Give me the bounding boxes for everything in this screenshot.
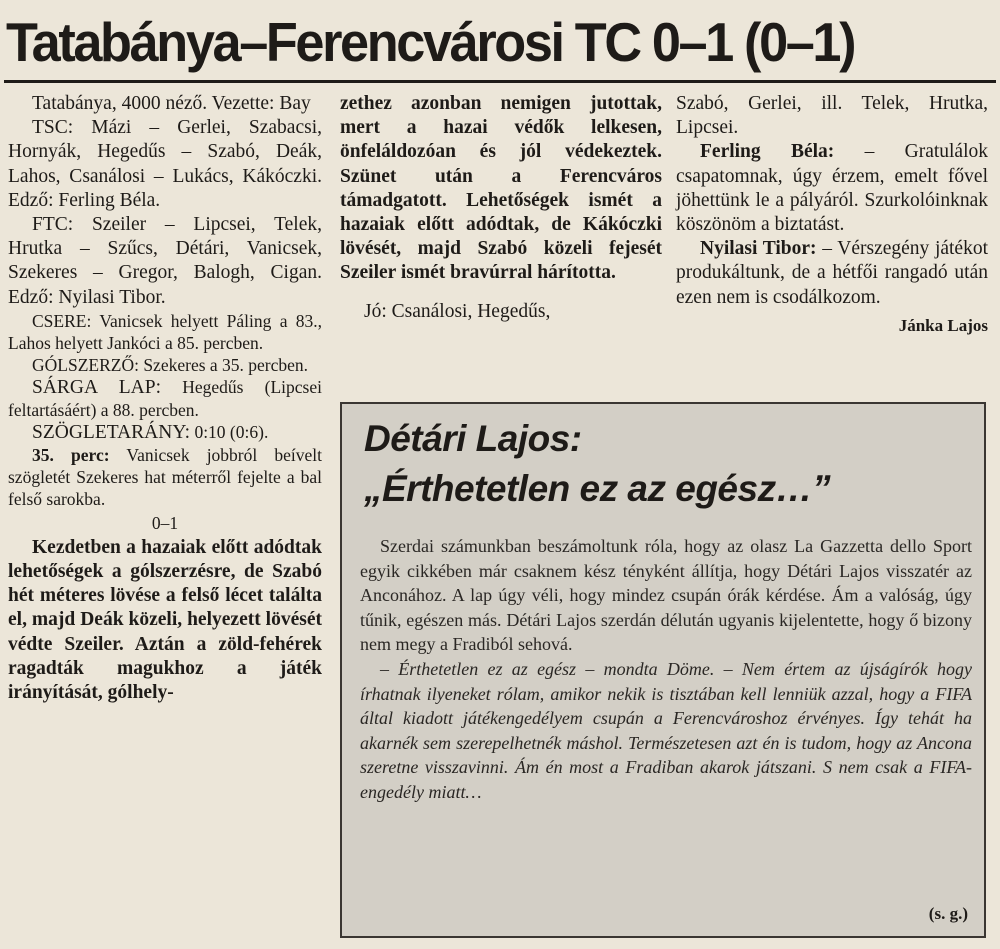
box-title: [364, 414, 974, 514]
golszerzo-text: Szekeres a 35. percben.: [143, 354, 309, 375]
box-paragraph-2: – Érthetetlen ez az egész – mondta Döme. – Nem értem az újságírók hogy írhatnak ilyeneket rólam, amikor nekik is tisztában kell lenniük azzal, hogy a FIFA által kiadott játékengedélyem csupán a Ferencvároshoz érvényes. Így tehát ha akarnék sem szerepelhetnék máshol. Természetesen azt én is tudom, hogy az Ancona szeretne visszavinni. Ám én most a Fradiban akarok játszani. S nem csak a FIFA-engedély miatt…: [360, 658, 972, 802]
box-title-line1: Détári Lajos:: [364, 418, 582, 459]
match-report-continued: zethez azonban nemigen jutottak, mert a hazai védők lelkesen, önfeláldozóan és jól védekeztek. Szünet után a Ferencváros támadgatott. Lehetőségek ismét a hazaiak előtt adódtak, de Kákóczki lövését, majd Szabó közeli fejesét Szeiler ismét bravúrral hárította.: [340, 93, 662, 284]
sarga-label: SÁRGA LAP:: [32, 376, 161, 398]
substitutions: [8, 310, 322, 354]
csere-text: Vanicsek helyett Páling a 83., Lahos helyett Jankóci a 85. percben.: [8, 310, 322, 353]
best-players: Jó: Csanálosi, Hegedűs,: [364, 300, 551, 322]
ferling-label: Ferling Béla:: [700, 141, 835, 163]
spacer: [340, 286, 662, 300]
box-title-line2: „Érthetetlen ez az egész…”: [364, 468, 831, 509]
box-body: [360, 534, 972, 805]
golszerzo-label: GÓLSZERZŐ:: [32, 354, 139, 375]
nyilasi-text: – Vérszegény játékot produkáltunk, de a hétfői rangadó után ezen nem is csodálkozom.: [676, 238, 989, 308]
minute-35: [8, 444, 322, 510]
column-1: [8, 92, 322, 705]
headline-rule: [4, 80, 996, 83]
sarga-text: Hegedűs (Lipcsei feltartásáért) a 88. percben.: [8, 376, 323, 420]
szoglet-text: 0:10 (0:6).: [194, 421, 269, 442]
box-signature: (s. g.): [928, 904, 968, 923]
ferling-text: – Gratulálok csapatomnak, úgy érzem, emelt fővel jöhettünk le a pályáról. Szurkolóinknak köszönöm a biztatást.: [676, 141, 989, 236]
csere-label: CSERE:: [32, 310, 92, 331]
venue-paragraph: Tatabánya, 4000 néző. Vezette: Bay: [32, 93, 311, 114]
goalscorer: [8, 354, 322, 376]
ferling-quote: [676, 140, 988, 237]
nyilasi-quote: [676, 237, 988, 310]
ftc-lineup: FTC: Szeiler – Lipcsei, Telek, Hrutka – Szűcs, Détári, Vanicsek, Szekeres – Gregor, Balogh, Cigan. Edző: Nyilasi Tibor.: [8, 214, 322, 308]
nyilasi-label: Nyilasi Tibor:: [700, 238, 817, 260]
score-subhead: 0–1: [151, 512, 179, 533]
author-signature: Jánka Lajos: [898, 315, 988, 335]
column-3: [676, 92, 988, 338]
tsc-lineup: TSC: Mázi – Gerlei, Szabacsi, Hornyák, Hegedűs – Szabó, Deák, Lahos, Csanálosi – Lukács, Kákóczki. Edző: Ferling Béla.: [8, 117, 322, 211]
detari-sidebar-box: [340, 402, 986, 938]
perc-text: Vanicsek jobbról beívelt szögletét Szekeres hat méterről fejelte a bal felső sarokba.: [8, 444, 323, 509]
match-report-start: Kezdetben a hazaiak előtt adódtak lehetőségek a gólszerzésre, de Szabó hét méteres lövése a felső lécet találta el, majd Deák közeli, helyezett lövését védte Szeiler. Aztán a zöld-fehérek ragadták magukhoz a játék irányítását, gólhely-: [8, 536, 322, 704]
szoglet-label: SZÖGLETARÁNY:: [32, 421, 191, 443]
perc-label: 35. perc:: [32, 444, 110, 465]
headline: Tatabánya–Ferencvárosi TC 0–1 (0–1): [6, 11, 855, 73]
best-players-continued: Szabó, Gerlei, ill. Telek, Hrutka, Lipcsei.: [676, 93, 988, 139]
yellow-card: [8, 376, 322, 421]
column-2: [340, 92, 662, 324]
corner-ratio: [8, 421, 322, 444]
box-paragraph-1: Szerdai számunkban beszámoltunk róla, hogy az olasz La Gazzetta dello Sport egyik cikkében már csaknem kész tényként állítja, hogy Détári Lajos visszatér az Anconához. A lap úgy véli, hogy mindez csupán órák kérdése. Ám a valóság, úgy tűnik, egészen más. Détári Lajos szerdán délután ugyanis kijelentette, hogy ő bizony nem megy a Fradiból sehová.: [360, 536, 972, 655]
